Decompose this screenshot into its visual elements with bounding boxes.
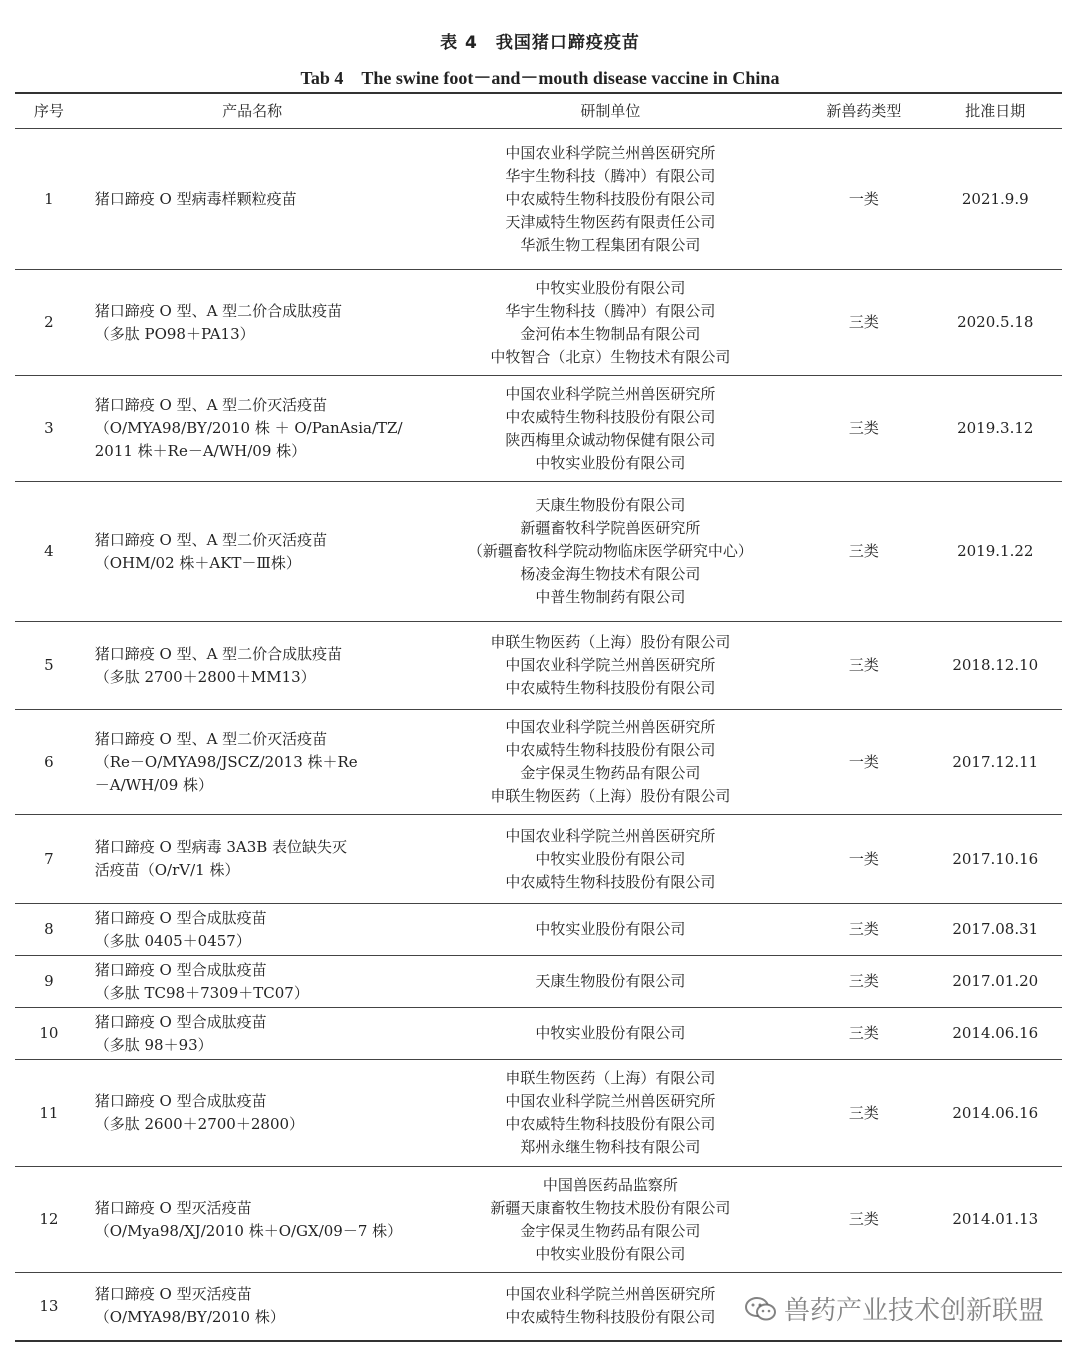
developer-line: （新疆畜牧科学院动物临床医学研究中心） <box>467 542 753 560</box>
cell-developer <box>421 270 799 376</box>
table-row <box>15 1167 1062 1273</box>
product-name-line: （O/MYA98/BY/2010 株） <box>94 1308 285 1327</box>
cell-approval-date: 2014.06.16 <box>929 1008 1062 1060</box>
cell-vaccine-type: 一类 <box>799 129 928 270</box>
product-name-line: （OHM/02 株＋AKT－Ⅲ株） <box>94 553 301 572</box>
cell-product-name <box>83 622 422 710</box>
cell-product-name <box>83 1060 422 1167</box>
cell-product-name <box>83 376 422 482</box>
cell-developer <box>421 622 799 710</box>
cell-developer <box>421 482 799 622</box>
cell-no: 10 <box>15 1008 83 1060</box>
developer-line: 申联生物医药（上海）股份有限公司 <box>490 633 731 651</box>
product-name-line: 猪口蹄疫 O 型、A 型二价灭活疫苗 <box>94 530 328 549</box>
cell-developer <box>421 129 799 270</box>
developer-line: 中国农业科学院兰州兽医研究所 <box>505 1285 716 1304</box>
cell-no: 8 <box>15 904 83 956</box>
header-no: 序号 <box>15 93 83 129</box>
developer-line: 申联生物医药（上海）股份有限公司 <box>490 787 731 805</box>
cell-approval-date: 2017.10.16 <box>929 815 1062 904</box>
product-name-line: 猪口蹄疫 O 型合成肽疫苗 <box>94 960 267 979</box>
developer-line: 中国农业科学院兰州兽医研究所 <box>505 826 716 845</box>
product-name-line: 猪口蹄疫 O 型合成肽疫苗 <box>94 1012 267 1031</box>
header-date: 批准日期 <box>929 93 1062 129</box>
developer-line: 新疆天康畜牧生物技术股份有限公司 <box>490 1198 731 1217</box>
watermark-text: 兽药产业技术创新联盟 <box>783 1296 1044 1326</box>
watermark <box>744 1290 1044 1327</box>
header-name: 产品名称 <box>83 93 422 129</box>
cell-vaccine-type: 三类 <box>799 1060 928 1167</box>
product-name-line: （O/Mya98/XJ/2010 株＋O/GX/09－7 株） <box>94 1221 403 1240</box>
table-row <box>15 482 1062 622</box>
cell-developer <box>421 1060 799 1167</box>
cell-product-name <box>83 1008 422 1060</box>
developer-line: 中国兽医药品监察所 <box>542 1175 678 1194</box>
cell-product-name <box>83 815 422 904</box>
cell-approval-date: 2020.5.18 <box>929 270 1062 376</box>
developer-line: 中牧实业股份有限公司 <box>535 849 686 868</box>
table-row <box>15 1060 1062 1167</box>
developer-line: 金宇保灵生物药品有限公司 <box>520 764 701 782</box>
developer-line: 中农威特生物科技股份有限公司 <box>505 1308 716 1327</box>
developer-line: 中国农业科学院兰州兽医研究所 <box>505 1092 716 1110</box>
developer-line: 中国农业科学院兰州兽医研究所 <box>505 656 716 674</box>
developer-line: 中牧实业股份有限公司 <box>535 1024 686 1042</box>
product-name-line: 猪口蹄疫 O 型病毒 3A3B 表位缺失灭 <box>94 838 348 856</box>
table-row <box>15 815 1062 904</box>
vaccine-table <box>15 92 1062 1342</box>
table-header-row <box>15 93 1062 129</box>
cell-developer <box>421 1008 799 1060</box>
developer-line: 中农威特生物科技股份有限公司 <box>505 1115 716 1133</box>
developer-line: 中农威特生物科技股份有限公司 <box>505 872 716 891</box>
developer-line: 杨凌金海生物技术有限公司 <box>520 565 701 583</box>
product-name-line: （多肽 2700＋2800＋MM13） <box>94 667 316 686</box>
developer-line: 中国农业科学院兰州兽医研究所 <box>505 718 716 736</box>
developer-line: 天康生物股份有限公司 <box>535 972 686 990</box>
product-name-line: （多肽 98＋93） <box>94 1035 213 1054</box>
cell-vaccine-type: 一类 <box>799 710 928 815</box>
cell-product-name <box>83 904 422 956</box>
developer-line: 华宇生物科技（腾冲）有限公司 <box>505 166 716 185</box>
cell-vaccine-type: 三类 <box>799 482 928 622</box>
table-title-en: Tab 4 The swine foot－and－mouth disease vaccine in China <box>300 68 780 88</box>
cell-vaccine-type: 三类 <box>799 376 928 482</box>
cell-no: 1 <box>15 129 83 270</box>
table-row <box>15 129 1062 270</box>
product-name-line: 猪口蹄疫 O 型合成肽疫苗 <box>94 908 267 927</box>
developer-line: 中农威特生物科技股份有限公司 <box>505 741 716 759</box>
developer-line: 天津威特生物医药有限责任公司 <box>505 212 716 231</box>
developer-line: 中国农业科学院兰州兽医研究所 <box>505 384 716 403</box>
cell-vaccine-type: 三类 <box>799 622 928 710</box>
cell-product-name <box>83 129 422 270</box>
cell-vaccine-type: 三类 <box>799 270 928 376</box>
cell-product-name <box>83 956 422 1008</box>
table-row <box>15 1008 1062 1060</box>
cell-product-name <box>83 710 422 815</box>
cell-vaccine-type: 三类 <box>799 1167 928 1273</box>
product-name-line: （多肽 0405＋0457） <box>94 931 251 950</box>
cell-vaccine-type: 一类 <box>799 815 928 904</box>
product-name-line: 猪口蹄疫 O 型灭活疫苗 <box>94 1198 252 1217</box>
cell-no: 11 <box>15 1060 83 1167</box>
cell-approval-date: 2018.12.10 <box>929 622 1062 710</box>
table-row <box>15 376 1062 482</box>
cell-no: 2 <box>15 270 83 376</box>
cell-no: 12 <box>15 1167 83 1273</box>
developer-line: 中农威特生物科技股份有限公司 <box>505 679 716 697</box>
cell-developer <box>421 1167 799 1273</box>
cell-no: 5 <box>15 622 83 710</box>
cell-developer <box>421 904 799 956</box>
cell-no: 4 <box>15 482 83 622</box>
developer-line: 中牧实业股份有限公司 <box>535 1244 686 1263</box>
cell-product-name <box>83 1167 422 1273</box>
cell-product-name <box>83 270 422 376</box>
cell-no: 7 <box>15 815 83 904</box>
product-name-line: （Re－O/MYA98/JSCZ/2013 株＋Re <box>94 752 358 771</box>
cell-approval-date: 2017.01.20 <box>929 956 1062 1008</box>
product-name-line: 猪口蹄疫 O 型灭活疫苗 <box>94 1285 252 1304</box>
table-row <box>15 622 1062 710</box>
table-row <box>15 904 1062 956</box>
developer-line: 中国农业科学院兰州兽医研究所 <box>505 143 716 162</box>
developer-line: 天康生物股份有限公司 <box>535 496 686 514</box>
cell-approval-date: 2019.1.22 <box>929 482 1062 622</box>
table-row <box>15 956 1062 1008</box>
product-name-line: 猪口蹄疫 O 型、A 型二价灭活疫苗 <box>94 396 328 414</box>
developer-line: 中牧实业股份有限公司 <box>535 920 686 938</box>
product-name-line: 猪口蹄疫 O 型、A 型二价合成肽疫苗 <box>94 301 343 320</box>
developer-line: 申联生物医药（上海）有限公司 <box>505 1069 716 1087</box>
cell-vaccine-type: 三类 <box>799 956 928 1008</box>
product-name-line: （多肽 PO98＋PA13） <box>94 324 255 343</box>
table-row <box>15 710 1062 815</box>
cell-vaccine-type: 三类 <box>799 1008 928 1060</box>
product-name-line: （多肽 TC98＋7309＋TC07） <box>94 983 309 1002</box>
product-name-line: 2011 株＋Re－A/WH/09 株） <box>94 442 307 460</box>
developer-line: 金河佑本生物制品有限公司 <box>520 324 701 343</box>
developer-line: 华派生物工程集团有限公司 <box>520 235 701 254</box>
cell-approval-date: 2017.12.11 <box>929 710 1062 815</box>
developer-line: 郑州永继生物科技有限公司 <box>520 1138 701 1156</box>
cell-approval-date: 2021.9.9 <box>929 129 1062 270</box>
developer-line: 中农威特生物科技股份有限公司 <box>505 189 716 208</box>
cell-developer <box>421 710 799 815</box>
cell-developer <box>421 815 799 904</box>
cell-product-name <box>83 1273 422 1341</box>
developer-line: 中普生物制药有限公司 <box>535 588 686 606</box>
product-name-line: （多肽 2600＋2700＋2800） <box>94 1115 305 1133</box>
product-name-line: 猪口蹄疫 O 型病毒样颗粒疫苗 <box>94 189 297 208</box>
cell-approval-date: 2017.08.31 <box>929 904 1062 956</box>
product-name-line: 猪口蹄疫 O 型合成肽疫苗 <box>94 1092 267 1110</box>
product-name-line: 活疫苗（O/rV/1 株） <box>94 861 240 879</box>
cell-approval-date: 2014.01.13 <box>929 1167 1062 1273</box>
table-row <box>15 270 1062 376</box>
cell-approval-date: 2019.3.12 <box>929 376 1062 482</box>
developer-line: 金宇保灵生物药品有限公司 <box>520 1221 701 1240</box>
cell-vaccine-type: 三类 <box>799 904 928 956</box>
header-unit: 研制单位 <box>421 93 799 129</box>
cell-developer <box>421 956 799 1008</box>
table-title-cn: 表 4 我国猪口蹄疫疫苗 <box>440 33 640 53</box>
developer-line: 中农威特生物科技股份有限公司 <box>505 407 716 426</box>
developer-line: 中牧实业股份有限公司 <box>535 278 686 297</box>
cell-developer <box>421 376 799 482</box>
wechat-icon <box>744 1295 778 1323</box>
cell-no: 6 <box>15 710 83 815</box>
cell-approval-date: 2014.06.16 <box>929 1060 1062 1167</box>
developer-line: 新疆畜牧科学院兽医研究所 <box>520 519 701 537</box>
product-name-line: －A/WH/09 株） <box>94 775 214 794</box>
developer-line: 陕西梅里众诚动物保健有限公司 <box>505 430 716 449</box>
cell-developer <box>421 1273 799 1341</box>
product-name-line: 猪口蹄疫 O 型、A 型二价合成肽疫苗 <box>94 644 343 663</box>
product-name-line: 猪口蹄疫 O 型、A 型二价灭活疫苗 <box>94 729 328 748</box>
cell-product-name <box>83 482 422 622</box>
developer-line: 中牧智合（北京）生物技术有限公司 <box>490 347 731 366</box>
cell-no: 13 <box>15 1273 83 1341</box>
header-type: 新兽药类型 <box>799 93 928 129</box>
developer-line: 华宇生物科技（腾冲）有限公司 <box>505 301 716 320</box>
cell-no: 3 <box>15 376 83 482</box>
product-name-line: （O/MYA98/BY/2010 株 ＋ O/PanAsia/TZ/ <box>94 419 403 437</box>
cell-no: 9 <box>15 956 83 1008</box>
developer-line: 中牧实业股份有限公司 <box>535 453 686 472</box>
